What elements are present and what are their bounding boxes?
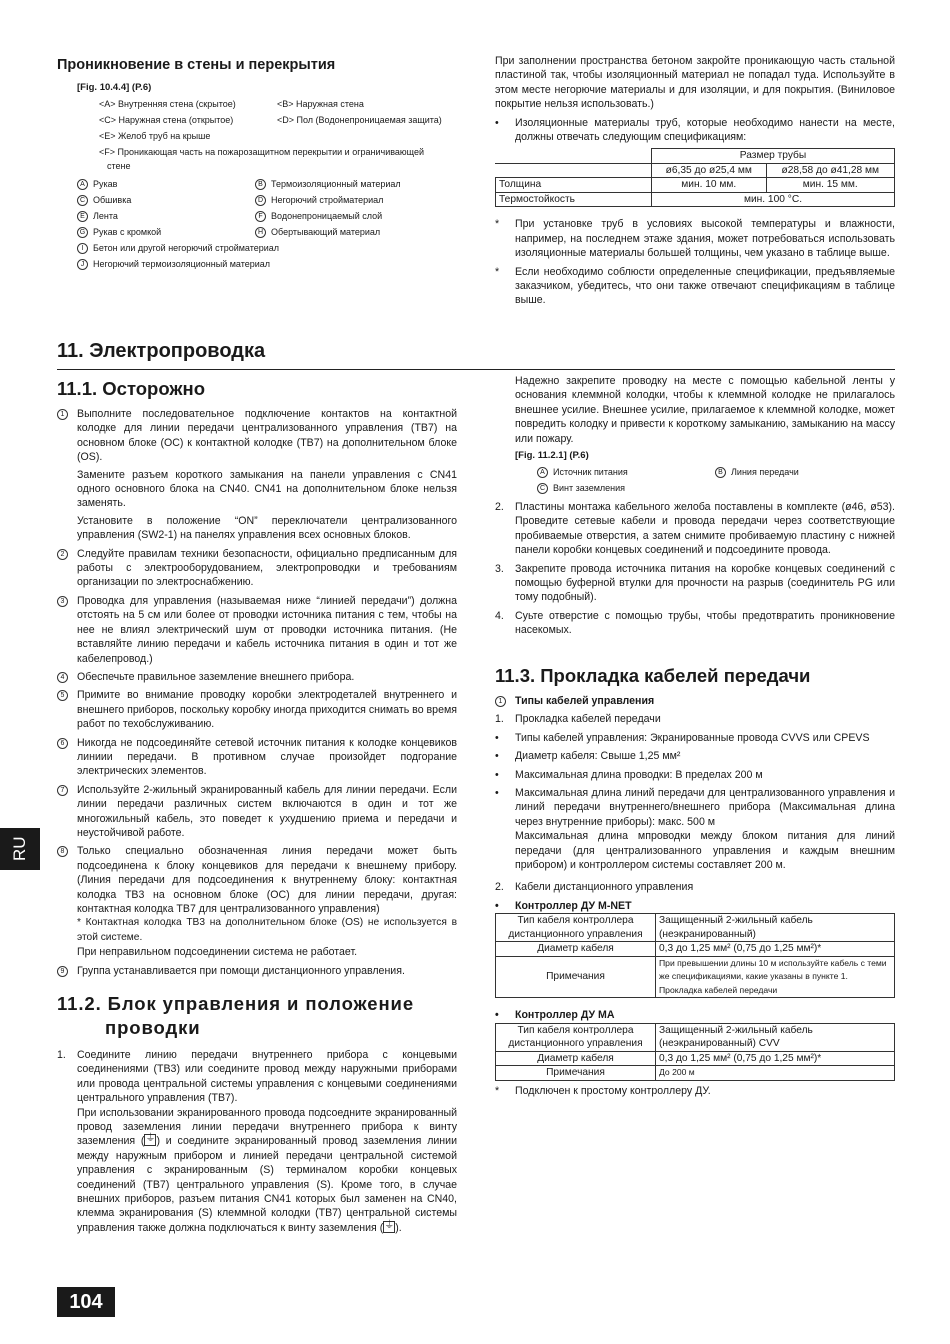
caution-item-2: Следуйте правилам техники безопасности, официально предписанным для работы с электрооборудованием, электропроводки и требованиям организации по электроснабжению. — [77, 547, 457, 589]
mnet-type-label: Тип кабеля контроллера дистанционного управления — [496, 914, 656, 942]
cable-tie-paragraph: Надежно закрепите проводку на месте с помощью кабельной ленты у основания клеммной колодки, чтобы к клеммной колодке не прилагалось внешнее усилие. Внешнее усилие, прилагаемое к клеммной колодке, может повредить колодку и привести к короткому замыканию, замыканию на массу или пожару. — [515, 375, 895, 445]
wall-penetration-block — [57, 56, 457, 272]
marker-f-icon: F — [255, 211, 266, 222]
legend-f: <F> Проникающая часть на пожарозащитном перекрытии и ограничивающей — [99, 147, 424, 157]
size-col-1: ø6,35 до ø25,4 мм — [652, 163, 767, 178]
heat-resistance-value: мин. 100 °C. — [652, 192, 895, 207]
caution-item-1: Выполните последовательное подключение контактов на контактной колодке для линии передачи централизованного управления (TB7) на основном блоке (OC) к контактной колодке (TB7) на дополнительном блоке (OS). — [77, 408, 457, 464]
marker-j-icon: J — [77, 259, 88, 270]
legend-power: Источник питания — [553, 467, 628, 478]
marker-a-icon: A — [537, 467, 548, 478]
pipe-size-header: Размер трубы — [652, 149, 895, 164]
step-2: Пластины монтажа кабельного желоба поставлены в комплекте (ø46, ø53). Проведите сетевые кабели и провода передачи через соответствующие пробиваемые отверстия, а затем снимите пробиваемую пластину с нижней панели коробки концевых соединений и подсоедините провода. — [515, 501, 895, 557]
section-rule — [57, 369, 895, 370]
caution-item-5: Примите во внимание проводку коробки электродеталей внутреннего и внешнего приборов, поскольку коробку иногда приходится снимать во время работ по техобслуживанию. — [77, 689, 457, 731]
caution-item-1-c: Установите в положение “ON” переключатели централизованного управления (SW2-1) на панелях управления всех основных блоков. — [77, 514, 457, 542]
insulation-spec-block: При заполнении пространства бетоном закройте проникающую часть стальной пластиной так, чтобы изоляционный материал не попадал туда. Используйте в этом месте негорючие материалы и для изоляции, и для покрытия. (Виниловое покрытие нельзя использовать.) • Изоляционные материалы труб, которые необходимо нанести на месте, должны отвечать следующим спецификациям: Размер трубы ø6,35 до ø25,4 мм ø28,58 до ø41,28 мм Толщина мин. 10 мм. мин. 15 мм. Термостойкость мин. 100 °C. * При установке труб в условиях высокой температуры и влажности, например, на последнем этаже здания, может потребоваться использовать изоляционные материалы большей толщины, чем указано в таблице выше. * Если необходимо соблюсти определенные спецификации, предъявляемые заказчиком, убедитесь, что они также отвечают спецификациям в таблице выше. — [495, 55, 895, 307]
thickness-1: мин. 10 мм. — [652, 178, 767, 193]
marker-g-icon: G — [77, 227, 88, 238]
insulation-table — [495, 148, 895, 207]
wiring-steps-block: Надежно закрепите проводку на месте с помощью кабельной ленты у основания клеммной колодки, чтобы к клеммной колодке не прилагалось внешнее усилие. Внешнее усилие, прилагаемое к клеммной колодке, может повредить колодку и привести к короткому замыканию, замыканию на массу или пожару. [Fig. 11.2.1] (P.6) A Источник питания B Линия передачи C Винт заземления 2. Пластины монтажа кабельного желоба поставлены в комплекте (ø46, ø53). Проведите сетевые кабели и провода передачи через соответствующие пробиваемые отверстия, а затем снимите пробиваемую пластину с нижней панели коробки концевых соединений и подсоедините провода. 3. Закрепите провода источника питания на коробке концевых соединений с помощью буферной втулки для прочности на разрыв (соединитель PG или тому подобный). 4. Суьте отверстие с помощью трубы, чтобы предотвратить проникновение насекомых. — [495, 375, 895, 637]
item-edged-sleeve: Рукав с кромкой — [93, 227, 162, 237]
ma-notes-label: Примечания — [496, 1066, 656, 1081]
ma-footnote: Подключен к простому контроллеру ДУ. — [515, 1084, 711, 1097]
cable-bullet-1: Типы кабелей управления: Экранированные провода CVVS или CPEVS — [515, 731, 870, 744]
cable-list-2: Кабели дистанционного управления — [515, 881, 694, 894]
ma-type-value: Защищенный 2-жильный кабель (неэкранированный) CVV — [656, 1023, 895, 1051]
insulation-bullet: Изоляционные материалы труб, которые необходимо нанести на месте, должны отвечать следующим спецификациям: — [515, 116, 895, 144]
step-3: Закрепите провода источника питания на коробке концевых соединений с помощью буферной втулки для прочности на разрыв (соединитель PG или тому подобный). — [515, 562, 895, 604]
ma-notes-value: До 200 м — [656, 1066, 895, 1081]
caution-item-8: Только специально обозначенная линия передачи может быть подсоединена к блоку концевиков для передачи к внешнему прибору. (Линия передачи для подсоединения к внутреннему блоку: контактная колодка TB3 на основном блоке (OC) для линии передачи, другая: контактная колодка TB7 для централизованного управления) — [77, 845, 457, 915]
mnet-diameter-value: 0,3 до 1,25 мм² (0,75 до 1,25 мм²)* — [656, 942, 895, 957]
item-nc-insulation: Негорючий термоизоляционный материал — [93, 259, 271, 269]
control-box-p2: При использовании экранированного провода подсоедните экранированный провод заземления линии передачи внутреннего прибора к винту заземления (⏚ ) и соедините экранированный провод заземления линии между наружным прибором и линией передачи центральной системой управления с экранированным (S) терминалом коробки концевых соединений (TB7) центрального управления (S). Кроме того, в случае внешних приборов, разъем питания CN41 которых был заменен на CN40, клемма экранирования (S) клеммной колодки (TB7) центральной системы управления также должна подключаться к винту заземления (⏚ ). — [57, 1106, 457, 1236]
legend-transmission: Линия передачи — [731, 467, 799, 478]
caution-item-6: Никогда не подсоединяйте сетевой источник питания к колодке концевиков линиии передачи. В противном случае произойдет подгорание электрических элементов. — [77, 736, 457, 778]
marker-e-icon: E — [77, 211, 88, 222]
caution-item-1-b: Замените разъем короткого замыкания на панели управления с CN41 одного основного блока на CN40. CN41 на дополнительном блоке нельзя заменять. — [77, 468, 457, 510]
cable-bullet-4-b: Максимальная длина мпроводки между блоком питания для линий передачи (для централизованного управления и каждым внешним прибором) и контроллером системы составляет 200 м. — [515, 830, 895, 872]
mnet-table — [495, 913, 895, 998]
caution-item-3: Проводка для управления (называемая ниже “линией передачи”) должна отстоять на 5 см или более от проводки источника питания с тем, чтобы на нее не влиял электрический шум от проводки источника питания. (Не вставляйте линию передачи и кабель источника питания в один и тот же кабелепровод.) — [77, 594, 457, 665]
item-noncombustible: Негорючий стройматериал — [271, 195, 384, 205]
caution-title: 11.1. Осторожно — [57, 378, 206, 399]
cable-bullet-4: Максимальная длина линий передачи для централизованного управления и линий передачи внутреннего/внешнего прибора (Максимальная длина через внутренние приборы): макс. 500 м — [515, 787, 895, 828]
transmission-cables-section: 11.3. Прокладка кабелей передачи 1 Типы кабелей управления 1. Прокладка кабелей передачи • Типы кабелей управления: Экранированные провода CVVS или CPEVS • Диаметр кабеля: Свыше 1,25 мм² • Максимальная длина проводки: В пределах 200 м • Максимальная длина линий передачи для централизованного управления и линий передачи внутреннего/внешнего прибора (Максимальная длина через внутренние приборы): макс. 500 м Максимальная длина мпроводки между блоком питания для линий передачи (для централизованного управления и каждым внешним прибором) и контроллером системы составляет 200 м. 2. Кабели дистанционного управления • Контроллер ДУ M-NET Тип кабеля контроллера дистанционного управления Защищенный 2-жильный кабель (неэкранированный) Диаметр кабеля 0,3 до 1,25 мм² (0,75 до 1,25 мм²)* Примечания При превышении длины 10 м используйте кабель с теми же спецификациями, какие указаны в пункте 1. Прокладка кабелей передачи • Контроллер ДУ МА Тип кабеля контроллера дистанционного управления Защищенный 2-жильный кабель (неэкранированный) CVV Диаметр кабеля 0,3 до 1,25 мм² (0,75 до 1,25 мм²)* Примечания До 200 м * Подключен к простому контроллеру ДУ. — [495, 665, 895, 1097]
marker-c-icon: C — [77, 195, 88, 206]
language-tab — [0, 828, 40, 870]
legend-d: <D> Пол (Водонепроницаемая защита) — [277, 115, 442, 125]
item-wrapping: Обертывающий материал — [271, 227, 381, 237]
item-concrete: Бетон или другой негорючий стройматериал — [93, 243, 280, 253]
legend-e: <E> Желоб труб на крыше — [99, 131, 211, 141]
marker-h-icon: H — [255, 227, 266, 238]
item-insulation: Термоизоляционный материал — [271, 179, 401, 189]
caution-item-9: Группа устанавливается при помощи дистанционного управления. — [77, 964, 405, 977]
wall-penetration-heading: Проникновение в стены и перекрытия — [57, 57, 336, 73]
marker-d-icon: D — [255, 195, 266, 206]
caution-item-8-note: * Контактная колодка TB3 на дополнительном блоке (OS) не используется в этой системе. — [77, 917, 457, 943]
mnet-type-value: Защищенный 2-жильный кабель (неэкранированный) — [656, 914, 895, 942]
step-4: Суьте отверстие с помощью трубы, чтобы предотвратить проникновение насекомых. — [515, 609, 895, 637]
caution-item-7: Используйте 2-жильный экранированный кабель для линии передачи. Если линии передачи различных систем включаются в один и тот же многожильный кабель, это поведет к ухудшению приема и передачи и неустойчивой работе. — [77, 783, 457, 839]
item-sleeve: Рукав — [93, 179, 118, 189]
marker-i-icon: I — [77, 243, 88, 254]
cable-bullet-3: Максимальная длина проводки: В пределах 200 м — [515, 768, 763, 781]
item-waterproof: Водонепроницаемый слой — [271, 211, 383, 221]
figure-reference-2: [Fig. 11.2.1] (P.6) — [515, 450, 589, 462]
item-band: Лента — [93, 211, 118, 221]
concrete-paragraph: При заполнении пространства бетоном закройте проникающую часть стальной пластиной так, чтобы изоляционный материал не попадал туда. Используйте в этом месте негорючие материалы и для изоляции, и для покрытия. (Виниловое покрытие нельзя использовать.) — [495, 55, 895, 111]
control-box-title: 11.2. Блок управления и положение — [57, 993, 415, 1014]
legend-b: <B> Наружная стена — [277, 99, 364, 109]
ma-diameter-value: 0,3 до 1,25 мм² (0,75 до 1,25 мм²)* — [656, 1051, 895, 1066]
control-box-title-cont: проводки — [105, 1017, 201, 1038]
caution-item-8-c: При неправильном подсоединении система не работает. — [77, 946, 358, 959]
control-box-section: 11.2. Блок управления и положение проводки 1. Соедините линию передачи внутреннего прибора с концевыми соединениями (TB3) или соедините провод между наружными приборами или провода центральной системы управления с концевыми соединениями центрального управления (TB7). При использовании экранированного провода подсоедните экранированный провод заземления линии передачи внутреннего прибора к винту заземления (⏚ ) и соедините экранированный провод заземления линии между наружным прибором и линией передачи центральной системой управления с экранированным (S) терминалом коробки концевых соединений (TB7) центрального управления (S). Кроме того, в случае внешних приборов, разъем питания CN41 которых был заменен на CN40, клемма экранирования (S) клеммной колодки (TB7) центральной системы управления также должна подключаться к винту заземления (⏚ ). — [57, 992, 457, 1235]
cable-types-heading: Типы кабелей управления — [515, 695, 655, 707]
cable-list-1: Прокладка кабелей передачи — [515, 713, 661, 726]
legend-a: <A> Внутренняя стена (скрытое) — [99, 99, 236, 109]
figure-reference: [Fig. 10.4.4] (P.6) — [77, 82, 152, 93]
caution-section: 11.1. Осторожно 1 Выполните последовательное подключение контактов на контактной колодке для линии передачи централизованного управления (TB7) на основном блоке (OC) к контактной колодке (TB7) на дополнительном блоке (OS). Замените разъем короткого замыкания на панели управления с CN41 одного основного блока на CN40. CN41 на дополнительном блоке нельзя заменять. Установите в положение “ON” переключатели централизованного управления (SW2-1) на панелях управления всех основных блоков. 2 Следуйте правилам техники безопасности, официально предписанным для работы с электрооборудованием, электропроводки и требованиям организации по электроснабжению. 3 Проводка для управления (называемая ниже “линией передачи”) должна отстоять на 5 см или более от проводки источника питания с тем, чтобы на нее не влиял электрический шум от проводки источника питания. (Не вставляйте линию передачи и кабель источника питания в один и тот же кабелепровод.) 4 Обеспечьте правильное заземление внешнего прибора. 5 Примите во внимание проводку коробки электродеталей внутреннего и внешнего приборов, поскольку коробку иногда приходится снимать во время работ по техобслуживанию. 6 Никогда не подсоединяйте сетевой источник питания к колодке концевиков линиии передачи. В противном случае произойдет подгорание электрических элементов. 7 Используйте 2-жильный экранированный кабель для линии передачи. Если линии передачи различных систем включаются в один и тот же многожильный кабель, это поведет к ухудшению приема и передачи и неустойчивой работе. 8 Только специально обозначенная линия передачи может быть подсоединена к блоку концевиков для передачи к внешнему прибору. (Линия передачи для подсоединения к внутреннему блоку: контактная колодка TB3 на основном блоке (OC) для линии передачи, другая: контактная колодка TB7 для централизованного управления) * Контактная колодка TB3 на дополнительном блоке (OS) не используется в этой системе. При неправильном подсоединении система не работает. 9 Группа устанавливается при помощи дистанционного управления. — [57, 378, 457, 977]
ma-table — [495, 1023, 895, 1081]
ma-type-label: Тип кабеля контроллера дистанционного управления — [496, 1023, 656, 1051]
transmission-cables-title: 11.3. Прокладка кабелей передачи — [495, 665, 811, 686]
section-title: 11. Электропроводка — [57, 340, 266, 362]
thickness-label: Толщина — [496, 178, 652, 193]
ground-icon — [383, 1221, 395, 1233]
size-col-2: ø28,58 до ø41,28 мм — [766, 163, 894, 178]
legend-c: <C> Наружная стена (открытое) — [99, 115, 234, 125]
mnet-notes-value: При превышении длины 10 м используйте кабель с теми же спецификациями, какие указаны в пункте 1. Прокладка кабелей передачи — [656, 956, 895, 998]
note-humidity: При установке труб в условиях высокой температуры и влажности, например, на последнем этаже здания, может потребоваться использовать изоляционные материалы большей толщины, чем указано в таблице выше. — [515, 218, 895, 260]
caution-item-4: Обеспечьте правильное заземление внешнего прибора. — [77, 670, 355, 683]
mnet-notes-label: Примечания — [496, 956, 656, 998]
item-lagging: Обшивка — [93, 195, 132, 205]
marker-a-icon: A — [77, 179, 88, 190]
ground-icon — [144, 1134, 156, 1146]
language-tab-label: RU — [10, 836, 29, 861]
mnet-title: Контроллер ДУ M-NET — [515, 899, 632, 912]
control-box-p1: Соедините линию передачи внутреннего прибора с концевыми соединениями (TB3) или соедините провод между наружными приборами или провода центральной системы управления с концевыми соединениями центрального управления (TB7). — [77, 1049, 457, 1105]
ma-title: Контроллер ДУ МА — [515, 1009, 615, 1022]
mnet-diameter-label: Диаметр кабеля — [496, 942, 656, 957]
legend-ground-screw: Винт заземления — [553, 483, 626, 494]
ma-diameter-label: Диаметр кабеля — [496, 1051, 656, 1066]
heat-resistance-label: Термостойкость — [496, 192, 652, 207]
cable-bullet-2: Диаметр кабеля: Свыше 1,25 мм² — [515, 750, 681, 763]
note-customer: Если необходимо соблюсти определенные спецификации, предъявляемые заказчиком, убедитесь, что они также отвечают спецификациям в таблице выше. — [515, 265, 895, 307]
marker-b-icon: B — [255, 179, 266, 190]
marker-b-icon: B — [715, 467, 726, 478]
marker-c-icon: C — [537, 483, 548, 494]
thickness-2: мин. 15 мм. — [766, 178, 894, 193]
page-number: 104 — [57, 1287, 115, 1317]
legend-f-cont: стене — [107, 161, 131, 171]
